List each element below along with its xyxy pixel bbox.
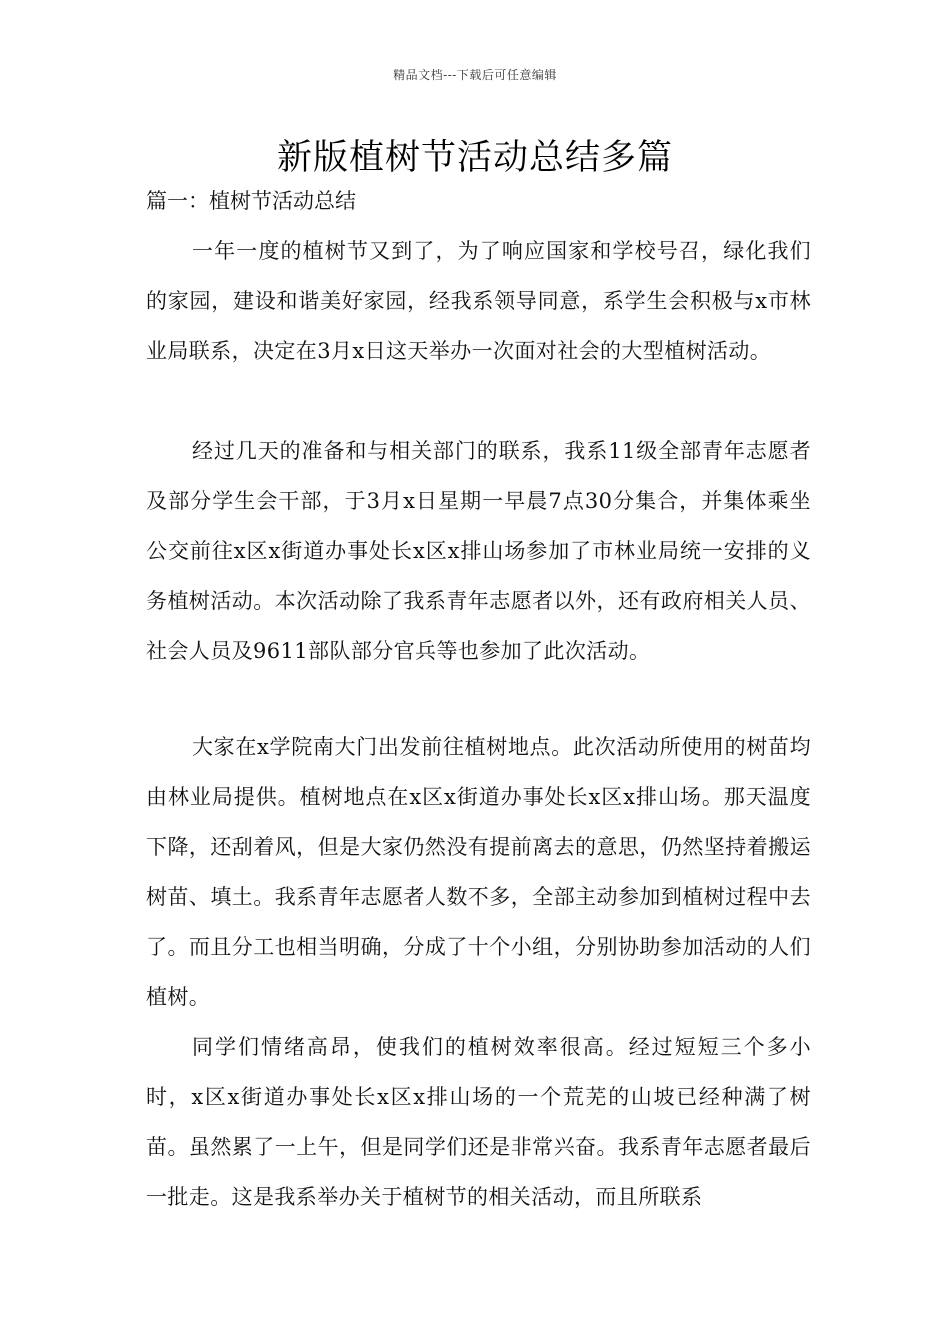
paragraph-1: 一年一度的植树节又到了，为了响应国家和学校号召，绿化我们的家园，建设和谐美好家园，经我系领导同意，系学生会积极与x市林业局联系，决定在3月x日这天举办一次面对社会的大型植树活动。 [146,239,811,363]
section-heading: 篇一：植树节活动总结 [146,189,356,213]
document-title: 新版植树节活动总结多篇 [276,138,673,178]
paragraph-3: 大家在x学院南大门出发前往植树地点。此次活动所使用的树苗均由林业局提供。植树地点在x区x街道办事处长x区x排山场。那天温度下降，还刮着风，但是大家仍然没有提前离去的意思，仍然坚持着搬运树苗、填土。我系青年志愿者人数不多，全部主动参加到植树过程中去了。而且分工也相当明确，分成了十个小组，分别协助参加活动的人们植树。 [146,735,811,1009]
page-header-note: 精品文档---下载后可任意编辑 [393,68,557,82]
paragraph-4: 同学们情绪高昂，使我们的植树效率很高。经过短短三个多小时，x区x街道办事处长x区x排山场的一个荒芜的山坡已经种满了树苗。虽然累了一上午，但是同学们还是非常兴奋。我系青年志愿者最后一批走。这是我系举办关于植树节的相关活动，而且所联系 [146,1035,811,1209]
paragraph-2: 经过几天的准备和与相关部门的联系，我系11级全部青年志愿者及部分学生会干部，于3月x日星期一早晨7点30分集合，并集体乘坐公交前往x区x街道办事处长x区x排山场参加了市林业局统一安排的义务植树活动。本次活动除了我系青年志愿者以外，还有政府相关人员、社会人员及9611部队部分官兵等也参加了此次活动。 [146,439,811,663]
